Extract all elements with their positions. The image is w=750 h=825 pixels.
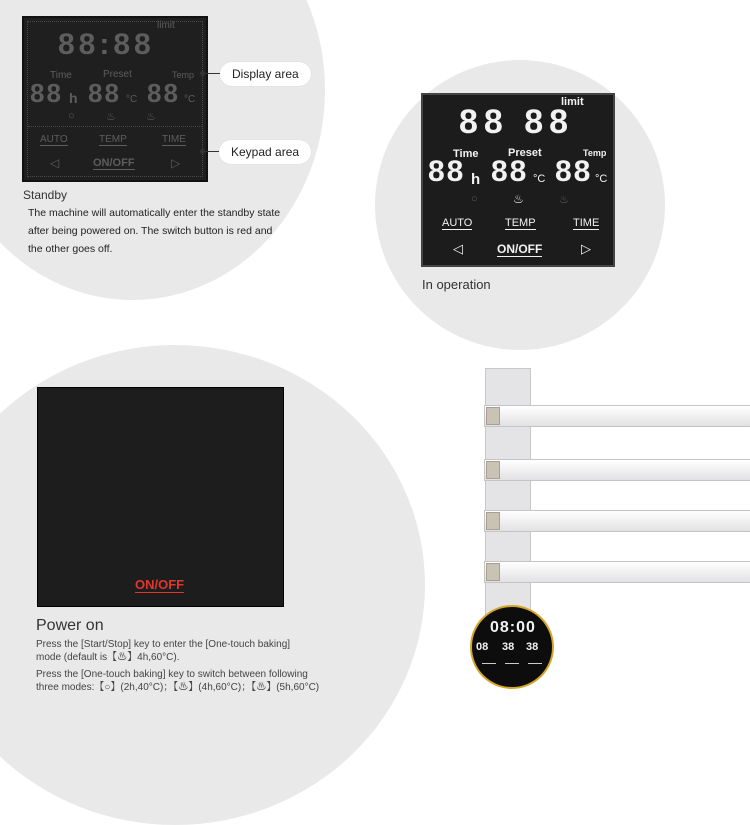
onoff-button[interactable]: ON/OFF (497, 242, 543, 256)
rail-cap (486, 407, 500, 425)
onoff-button-lit[interactable]: ON/OFF (135, 577, 185, 592)
temp-label: Temp (172, 70, 195, 80)
temp-button[interactable]: TEMP (99, 134, 127, 145)
radiator-rail (484, 405, 750, 427)
time-label: Time (50, 70, 72, 81)
heat-high-icon: ♨ (559, 194, 569, 206)
temp-unit: °C (184, 94, 196, 105)
standby-description: The machine will automatically enter the standby state after being powered on. The switch button is red and the other goes off. (28, 207, 281, 255)
clock-display: 88 88 (459, 103, 575, 141)
temp-display: 88 (147, 78, 180, 108)
operation-control-panel (421, 93, 615, 267)
time-button[interactable]: TIME (162, 134, 186, 145)
temp-display: 88 (555, 155, 593, 188)
keypad-area-callout: Keypad area (219, 140, 311, 164)
limit-label: limit (157, 20, 175, 31)
badge-clock: 08:00 (490, 619, 536, 636)
temp-button[interactable]: TEMP (505, 217, 536, 229)
right-arrow-button[interactable]: ▷ (171, 156, 181, 170)
limit-label: limit (561, 96, 584, 108)
left-arrow-button[interactable]: ◁ (453, 241, 463, 256)
rail-cap (486, 461, 500, 479)
standby-control-panel (22, 16, 208, 182)
radiator-rail (484, 510, 750, 532)
heat-high-icon: ♨ (146, 111, 156, 123)
auto-button[interactable]: AUTO (40, 134, 68, 145)
heat-low-icon: ♨ (513, 192, 524, 206)
hours-unit: h (471, 171, 481, 188)
preset-label: Preset (103, 69, 132, 80)
time-label: Time (453, 148, 479, 160)
radiator-rail (484, 459, 750, 481)
operation-caption: In operation (422, 277, 491, 292)
drop-icon: ○ (68, 110, 75, 122)
radiator-rail (484, 561, 750, 583)
preset-label: Preset (508, 147, 542, 159)
preset-display: 88 (491, 155, 529, 188)
left-arrow-button[interactable]: ◁ (50, 156, 60, 170)
standby-title: Standby (23, 188, 68, 202)
hours-display: 88 (428, 155, 466, 188)
power-on-title: Power on (36, 617, 104, 634)
rail-cap (486, 512, 500, 530)
heat-low-icon: ♨ (106, 111, 116, 123)
temp-label: Temp (583, 148, 607, 158)
power-on-description: Press the [Start/Stop] key to enter the [One-touch baking] mode (default is【♨】4h,60°C). Press the [One-touch baking] key to switch between following three modes:【○】(2h,40°C)；【♨】(4h,60°C)；【♨】(5h,60°C) (36, 639, 320, 693)
time-button[interactable]: TIME (573, 217, 600, 229)
badge-preset: 38 (502, 641, 515, 653)
badge-temp: 38 (526, 641, 539, 653)
hours-display: 88 (30, 78, 63, 108)
right-arrow-button[interactable]: ▷ (581, 241, 591, 256)
hours-unit: h (69, 90, 78, 106)
preset-unit: °C (533, 173, 546, 185)
preset-display: 88 (88, 78, 121, 108)
power-on-control-panel (37, 387, 284, 607)
panel-zoom-badge (470, 605, 554, 689)
drop-icon: ○ (471, 193, 478, 205)
badge-hours: 08 (476, 641, 489, 653)
temp-unit: °C (595, 173, 608, 185)
preset-unit: °C (126, 94, 138, 105)
clock-display: 88:88 (58, 28, 155, 61)
rail-cap (486, 563, 500, 581)
auto-button[interactable]: AUTO (442, 217, 473, 229)
onoff-button[interactable]: ON/OFF (93, 157, 135, 169)
display-area-callout: Display area (220, 62, 311, 86)
